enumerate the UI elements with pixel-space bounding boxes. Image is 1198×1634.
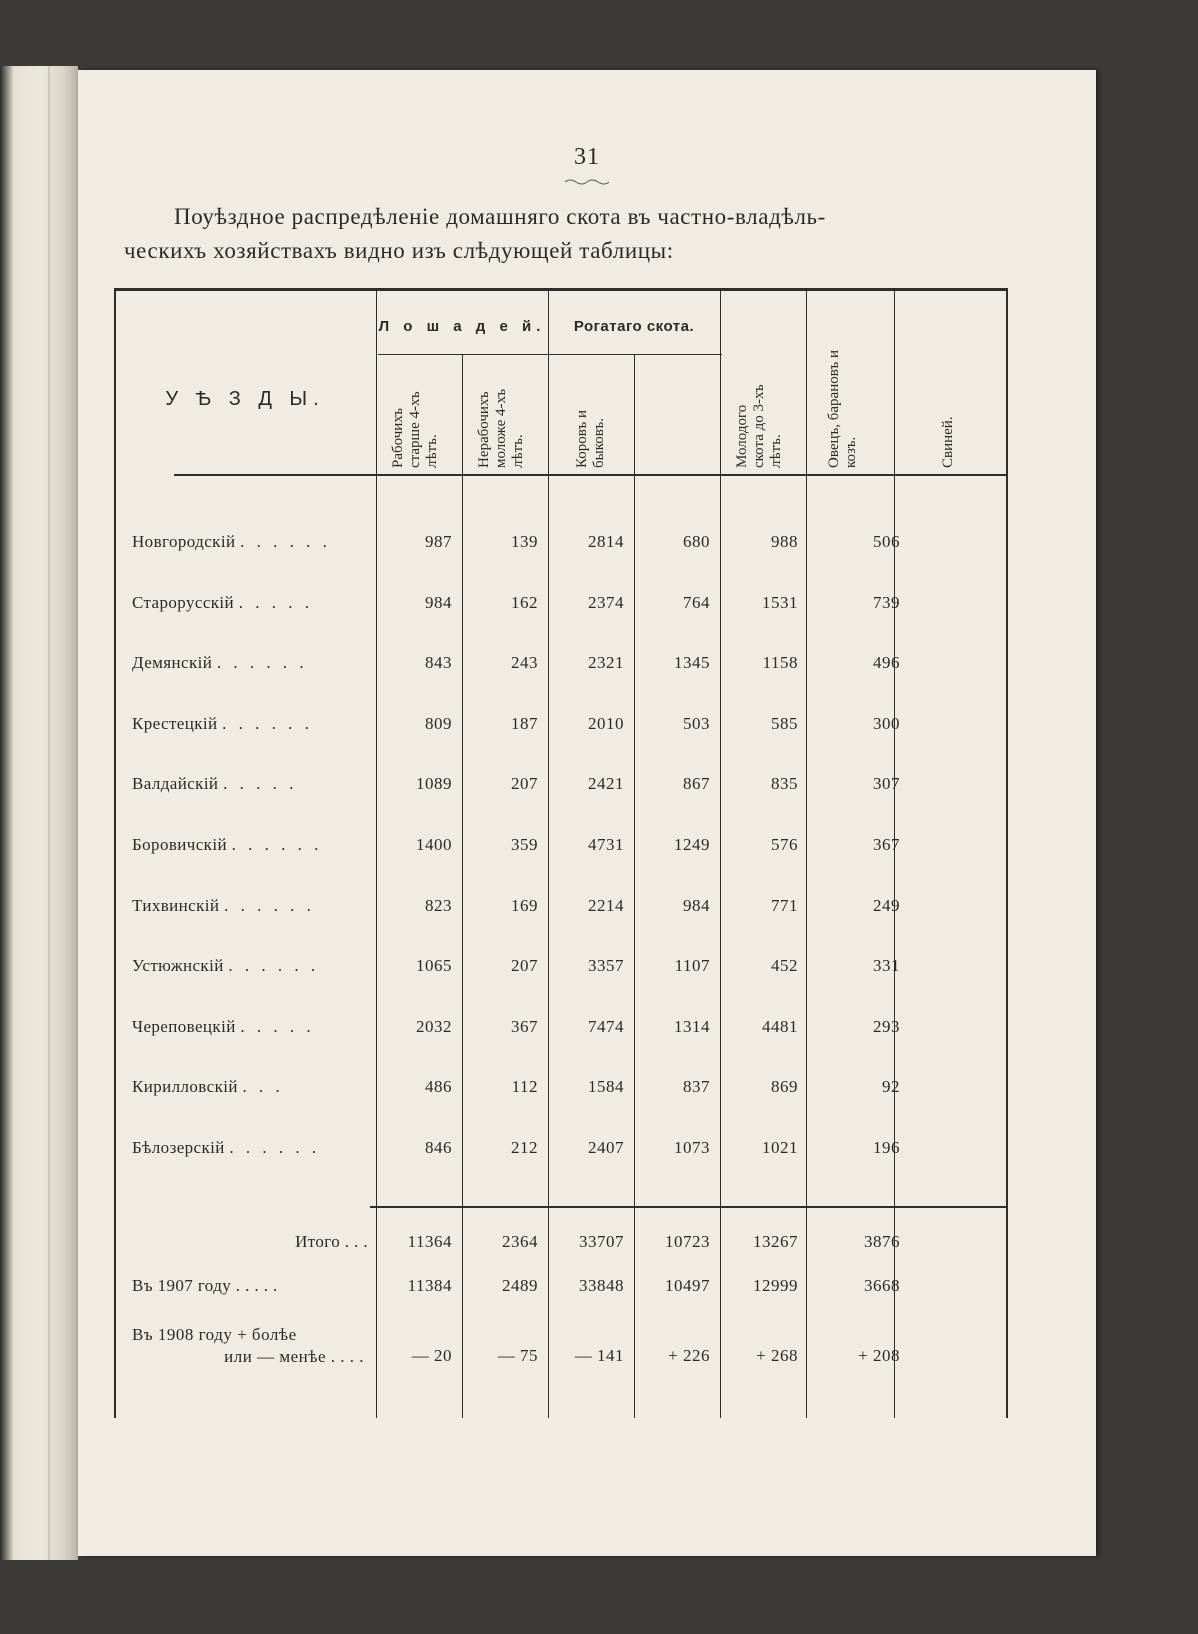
totals-rule bbox=[370, 1206, 1008, 1208]
group-underline-cattle bbox=[550, 354, 722, 355]
table-row bbox=[114, 1017, 994, 1047]
table-cell: 169 bbox=[511, 895, 538, 915]
table-cell: 1073 bbox=[674, 1138, 710, 1157]
table-cell: 4731 bbox=[588, 835, 624, 854]
table-cell: 2421 bbox=[588, 774, 624, 794]
table-cell: 249 bbox=[873, 895, 900, 915]
district-label: Тихвинскій bbox=[132, 895, 220, 915]
dot-leader: . . . . . . bbox=[216, 653, 308, 673]
year-1907-value: 11384 bbox=[407, 1276, 452, 1295]
table-cell: 846 bbox=[425, 1138, 452, 1157]
table-cell: 92 bbox=[882, 1077, 900, 1097]
table-cell: 823 bbox=[425, 895, 452, 915]
district-label: Валдайскій bbox=[132, 774, 219, 794]
table-cell: 809 bbox=[425, 713, 452, 733]
district-label: Старорусскій bbox=[132, 592, 235, 612]
table-cell: 187 bbox=[511, 713, 538, 733]
table-row bbox=[114, 714, 994, 744]
difference-value: + 208 bbox=[858, 1346, 900, 1365]
table-row bbox=[114, 593, 994, 623]
table-cell: 486 bbox=[425, 1077, 452, 1097]
table-cell: 1065 bbox=[416, 956, 452, 976]
table-cell: 771 bbox=[771, 895, 798, 915]
group-underline-horses bbox=[378, 354, 550, 355]
district-name bbox=[132, 532, 368, 552]
table-cell: 207 bbox=[511, 956, 538, 976]
district-label: Боровичскій bbox=[132, 835, 227, 854]
table-cell: 739 bbox=[873, 592, 900, 612]
difference-value: — 141 bbox=[574, 1346, 624, 1365]
document-page bbox=[78, 70, 1096, 1556]
table-cell: 331 bbox=[873, 956, 900, 976]
table-cell: 843 bbox=[425, 653, 452, 673]
table-cell: 835 bbox=[771, 774, 798, 794]
table-cell: 506 bbox=[873, 532, 900, 551]
table-cell: 867 bbox=[683, 774, 710, 794]
table-cell: 1531 bbox=[762, 592, 798, 612]
difference-row bbox=[114, 1346, 994, 1376]
col-header-young-cattle: Молодого скота до 3-хъ лѣтъ. bbox=[734, 384, 784, 468]
district-name bbox=[132, 714, 368, 734]
table-cell: 496 bbox=[873, 653, 900, 673]
table-cell: 988 bbox=[771, 532, 798, 551]
district-name bbox=[132, 1017, 368, 1037]
table-cell: 2010 bbox=[588, 713, 624, 733]
district-label: Кирилловскій bbox=[132, 1077, 238, 1097]
table-cell: 2321 bbox=[588, 653, 624, 673]
table-top-rule bbox=[114, 288, 1008, 291]
district-name bbox=[132, 774, 368, 794]
dot-leader: . . . . . . bbox=[240, 532, 331, 551]
col-header-pigs: Свиней. bbox=[940, 416, 956, 468]
total-value: 33707 bbox=[579, 1232, 624, 1251]
table-cell: 307 bbox=[873, 774, 900, 794]
table-cell: 984 bbox=[425, 592, 452, 612]
table-row bbox=[114, 1138, 994, 1168]
table-cell: 1345 bbox=[674, 653, 710, 673]
difference-label-line-2: или — менѣе . . . . bbox=[224, 1347, 364, 1366]
table-cell: 1249 bbox=[674, 835, 710, 854]
district-name bbox=[132, 653, 368, 673]
table-cell: 503 bbox=[683, 713, 710, 733]
district-column-header: У Ѣ З Д Ы. bbox=[165, 388, 325, 410]
total-row bbox=[114, 1232, 994, 1262]
dot-leader: . . . bbox=[242, 1077, 284, 1097]
district-label: Бѣлозерскій bbox=[132, 1138, 225, 1157]
dot-leader: . . . . . . bbox=[229, 1138, 321, 1157]
intro-line-2: ческихъ хозяйствахъ видно изъ слѣдующей таблицы: bbox=[124, 238, 674, 263]
year-1907-value: 12999 bbox=[753, 1276, 798, 1295]
intro-line-1: Поуѣздное распредѣленіе домашняго скота въ частно-владѣль- bbox=[174, 204, 826, 229]
table-cell: 837 bbox=[683, 1077, 710, 1097]
table-cell: 207 bbox=[511, 774, 538, 794]
district-name bbox=[132, 896, 368, 916]
table-cell: 212 bbox=[511, 1138, 538, 1157]
table-cell: 112 bbox=[511, 1077, 538, 1097]
col-header-sheep-goats: Овецъ, барановъ и козъ. bbox=[826, 350, 859, 468]
table-cell: 1107 bbox=[674, 956, 710, 976]
table-cell: 300 bbox=[873, 713, 900, 733]
table-cell: 680 bbox=[683, 532, 710, 551]
table-row bbox=[114, 835, 994, 865]
table-row bbox=[114, 774, 994, 804]
table-cell: 2374 bbox=[588, 592, 624, 612]
table-cell: 196 bbox=[873, 1138, 900, 1157]
table-cell: 293 bbox=[873, 1016, 900, 1036]
table-row bbox=[114, 653, 994, 683]
district-label: Крестецкій bbox=[132, 713, 218, 733]
district-label: Череповецкій bbox=[132, 1016, 236, 1036]
table-cell: 3357 bbox=[588, 956, 624, 976]
table-cell: 1158 bbox=[762, 653, 798, 673]
table-cell: 367 bbox=[873, 835, 900, 854]
district-name bbox=[132, 1077, 368, 1097]
table-cell: 1400 bbox=[416, 835, 452, 854]
table-cell: 243 bbox=[511, 653, 538, 673]
header-bottom-rule bbox=[174, 474, 1008, 476]
table-cell: 367 bbox=[511, 1016, 538, 1036]
table-cell: 2407 bbox=[588, 1138, 624, 1157]
table-cell: 585 bbox=[771, 713, 798, 733]
table-cell: 764 bbox=[683, 592, 710, 612]
year-1907-value: 2489 bbox=[502, 1276, 538, 1295]
district-name bbox=[132, 835, 368, 855]
table-cell: 2214 bbox=[588, 895, 624, 915]
table-cell: 869 bbox=[771, 1077, 798, 1097]
year-1907-value: 33848 bbox=[579, 1276, 624, 1295]
table-row bbox=[114, 1077, 994, 1107]
left-page-edge bbox=[0, 66, 78, 1560]
table-cell: 987 bbox=[425, 532, 452, 551]
table-row bbox=[114, 896, 994, 926]
livestock-table bbox=[114, 288, 1008, 1418]
district-name bbox=[132, 956, 368, 976]
district-label: Устюжнскій bbox=[132, 956, 224, 976]
book-spine bbox=[48, 66, 50, 1560]
district-name bbox=[132, 1138, 368, 1158]
total-value: 13267 bbox=[753, 1232, 798, 1251]
difference-label-line-1: Въ 1908 году + болѣе bbox=[132, 1325, 297, 1344]
dot-leader: . . . . . bbox=[223, 774, 298, 794]
table-cell: 576 bbox=[771, 835, 798, 854]
col-header-working-horses: Рабочихъ старше 4-хъ лѣтъ. bbox=[390, 391, 440, 468]
year-1907-row bbox=[114, 1276, 994, 1306]
horses-group-header: Л о ш а д е й. bbox=[378, 318, 546, 335]
table-cell: 2032 bbox=[416, 1016, 452, 1036]
table-cell: 1314 bbox=[674, 1016, 710, 1036]
total-value: 3876 bbox=[864, 1232, 900, 1251]
dot-leader: . . . . . . bbox=[228, 956, 320, 976]
dot-leader: . . . . . . bbox=[224, 895, 315, 915]
dot-leader: . . . . . bbox=[238, 592, 313, 612]
cattle-group-header: Рогатаго скота. bbox=[573, 318, 695, 335]
table-cell: 7474 bbox=[588, 1016, 624, 1036]
total-label: Итого . . . bbox=[295, 1232, 368, 1251]
table-cell: 1021 bbox=[762, 1138, 798, 1157]
table-cell: 1089 bbox=[416, 774, 452, 794]
difference-value: + 268 bbox=[756, 1346, 798, 1365]
intro-paragraph bbox=[124, 200, 1014, 268]
table-row bbox=[114, 532, 994, 562]
table-cell: 359 bbox=[511, 835, 538, 854]
total-value: 11364 bbox=[407, 1232, 452, 1251]
total-value: 2364 bbox=[502, 1232, 538, 1251]
table-cell: 139 bbox=[511, 532, 538, 551]
district-label: Новгородскій bbox=[132, 532, 236, 551]
district-name bbox=[132, 593, 368, 613]
table-cell: 1584 bbox=[588, 1077, 624, 1097]
district-label: Демянскій bbox=[132, 653, 213, 673]
total-value: 10723 bbox=[665, 1232, 710, 1251]
table-cell: 4481 bbox=[762, 1016, 798, 1036]
year-1907-value: 3668 bbox=[864, 1276, 900, 1295]
col-header-cows-bulls: Коровъ и быковъ. bbox=[574, 409, 607, 468]
difference-value: + 226 bbox=[668, 1346, 710, 1365]
difference-value: — 20 bbox=[411, 1346, 452, 1365]
table-cell: 2814 bbox=[588, 532, 624, 551]
table-cell: 984 bbox=[683, 895, 710, 915]
dot-leader: . . . . . . bbox=[231, 835, 323, 854]
table-right-border bbox=[1006, 288, 1008, 1418]
page-number-ornament bbox=[565, 178, 609, 186]
table-cell: 452 bbox=[771, 956, 798, 976]
table-row bbox=[114, 956, 994, 986]
year-1907-label: Въ 1907 году . . . . . bbox=[132, 1276, 278, 1295]
col-header-young-horses: Нерабочихъ моложе 4-хъ лѣтъ. bbox=[476, 388, 526, 468]
dot-leader: . . . . . . bbox=[222, 713, 313, 733]
year-1907-value: 10497 bbox=[665, 1276, 710, 1295]
page-number: 31 bbox=[574, 144, 600, 170]
difference-value: — 75 bbox=[497, 1346, 538, 1365]
dot-leader: . . . . . bbox=[240, 1016, 315, 1036]
table-cell: 162 bbox=[511, 592, 538, 612]
